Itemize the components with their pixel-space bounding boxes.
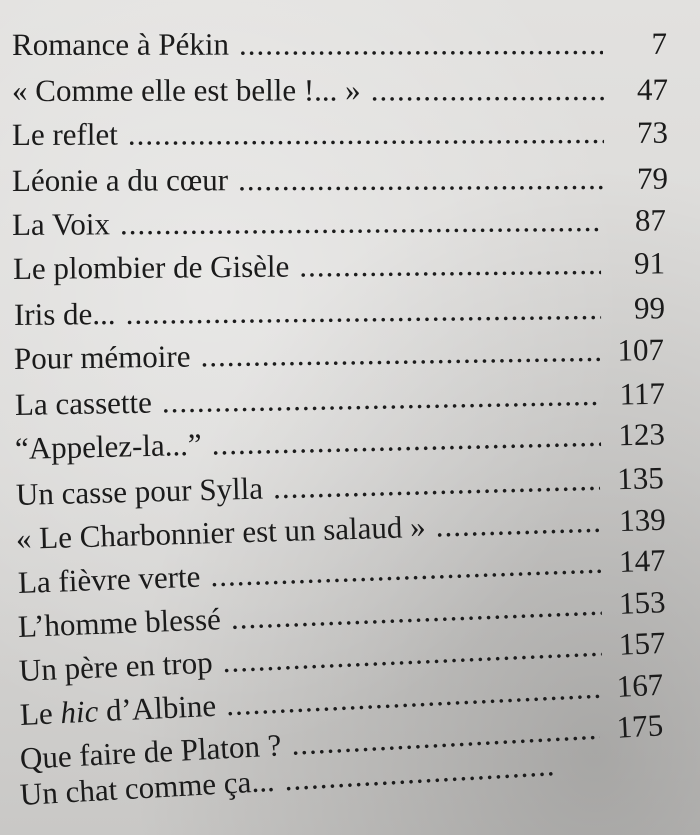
toc-entry-title: Le plombier de Gisèle bbox=[12, 248, 290, 286]
dot-leader bbox=[435, 503, 602, 546]
toc-entry-page: 167 bbox=[615, 666, 665, 704]
dot-leader bbox=[120, 202, 602, 243]
toc-entry-title: Que faire de Platon ? bbox=[19, 727, 283, 776]
toc-entry-page: 79 bbox=[636, 160, 669, 196]
toc-entry-page: 139 bbox=[618, 501, 667, 539]
toc-entry bbox=[12, 114, 668, 154]
toc-entry-page: 157 bbox=[618, 624, 667, 662]
toc-entry-page: 153 bbox=[618, 584, 667, 621]
toc-entry-page: 91 bbox=[633, 245, 666, 281]
toc-entry-title: La fièvre verte bbox=[17, 558, 201, 600]
toc-entry-page: 117 bbox=[619, 375, 666, 412]
toc-entry-page: 107 bbox=[617, 331, 665, 368]
title-text: d’Albine bbox=[97, 687, 217, 729]
toc-entry-page: 99 bbox=[633, 290, 666, 326]
toc-entry-page: 87 bbox=[634, 202, 667, 238]
title-text: Le bbox=[19, 695, 62, 732]
toc-entry-title: Le reflet bbox=[11, 116, 118, 152]
toc-entry-page: 135 bbox=[616, 460, 665, 497]
dot-leader bbox=[200, 332, 600, 376]
toc-entry-page: 73 bbox=[636, 114, 669, 150]
dot-leader bbox=[371, 71, 604, 109]
toc-entry-title: Un chat comme ça... bbox=[18, 762, 276, 812]
toc-entry-title: « Le Charbonnier est un salaud » bbox=[15, 508, 427, 556]
toc-entry bbox=[12, 160, 668, 200]
toc-entry-title: L’homme blessé bbox=[17, 601, 222, 644]
toc-entry bbox=[15, 415, 666, 468]
toc-entry-title: Pour mémoire bbox=[13, 338, 191, 376]
dot-leader bbox=[161, 376, 601, 422]
toc-entry-page: 147 bbox=[618, 542, 667, 579]
toc-entry-page: 123 bbox=[617, 416, 666, 453]
toc-entry bbox=[13, 244, 665, 288]
toc-entry-page: 47 bbox=[636, 71, 669, 107]
toc-entry-title: Iris de... bbox=[13, 295, 116, 332]
toc-entry-page: 175 bbox=[615, 707, 665, 745]
toc-entry-title bbox=[19, 687, 217, 734]
toc-entry-title: La Voix bbox=[11, 206, 111, 242]
toc-entry-title: Un casse pour Sylla bbox=[15, 470, 264, 512]
dot-leader bbox=[238, 160, 604, 199]
toc-entry bbox=[12, 25, 667, 64]
toc-entry-title: Romance à Pékin bbox=[11, 26, 229, 62]
toc-entry bbox=[12, 201, 666, 244]
dot-leader bbox=[239, 25, 603, 64]
toc-entry bbox=[12, 71, 668, 110]
dot-leader bbox=[211, 417, 601, 464]
dot-leader bbox=[128, 114, 604, 154]
dot-leader bbox=[125, 290, 601, 333]
toc-entry-page: 7 bbox=[651, 25, 668, 61]
toc-entry bbox=[14, 331, 664, 378]
dot-leader bbox=[299, 245, 601, 286]
toc-entry bbox=[14, 289, 665, 334]
toc-entry-title: Léonie a du cœur bbox=[11, 162, 229, 198]
toc-entry-title: Un père en trop bbox=[18, 644, 214, 688]
toc-entry-title: « Comme elle est belle !... » bbox=[11, 72, 361, 108]
toc-entry-title: “Appelez-la...” bbox=[14, 426, 203, 466]
toc-entry-title: La cassette bbox=[14, 384, 153, 422]
dot-leader bbox=[273, 461, 601, 508]
italic-word: hic bbox=[59, 693, 100, 731]
